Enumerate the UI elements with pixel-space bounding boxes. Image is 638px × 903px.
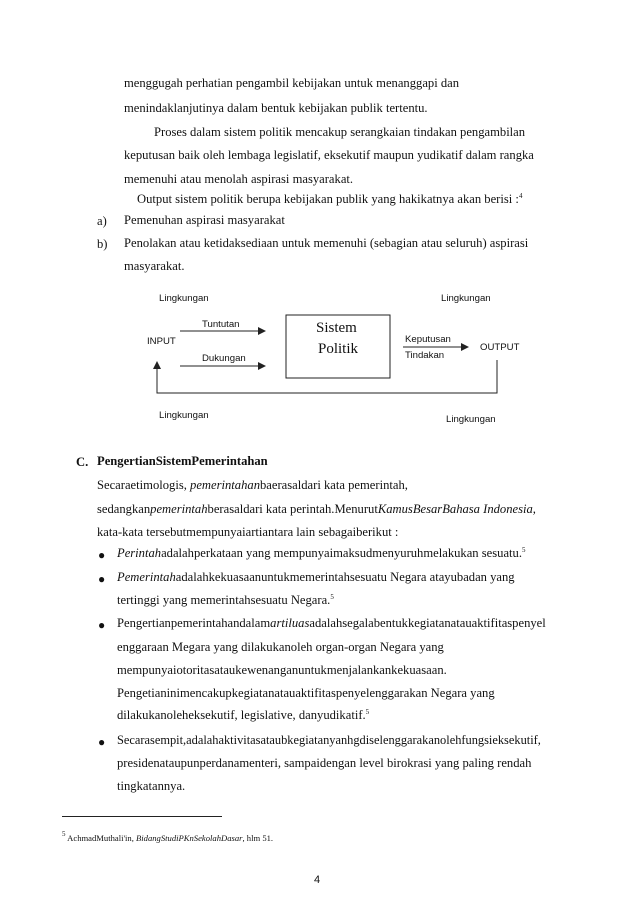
list-marker-b: b) [97, 237, 108, 251]
env-label-bottom-right: Lingkungan [446, 414, 496, 425]
bullet-icon: ● [98, 572, 106, 586]
page-number: 4 [314, 874, 321, 886]
env-label-top-left: Lingkungan [159, 293, 209, 304]
intro-line-5: memenuhi atau menolah aspirasi masyarakat. [124, 172, 354, 186]
intro-line-1: menggugah perhatian pengambil kebijakan untuk menanggapi dan [124, 76, 460, 90]
section-heading: PengertianSistemPemerintahan [97, 454, 268, 468]
intro-line-6: Output sistem politik berupa kebijakan publik yang hakikatnya akan berisi :$^4$ [137, 192, 523, 206]
env-label-bottom-left: Lingkungan [159, 410, 209, 421]
keputusan-label: Keputusan [405, 334, 451, 345]
section-paragraph-line-2: sedangkanpemerintahberasaldari kata perintah.MenurutKamusBesarBahasa Indonesia, [97, 502, 536, 516]
section-paragraph-line-3: kata-kata tersebutmempunyaiartiantara lain sebagaiberikut : [97, 525, 399, 539]
bullet-icon: ● [98, 735, 106, 749]
bullet-icon: ● [98, 618, 106, 632]
footnote-rule [62, 816, 222, 817]
bullet-item-3-line-5: dilakukanoleheksekutif, legislative, danyudikatif.$^5$ [117, 708, 370, 722]
dukungan-label: Dukungan [202, 353, 246, 364]
bullet-item-4-line-2: presidenataupunperdanamenteri, sampaidengan level birokrasi yang paling rendah [117, 756, 532, 770]
section-paragraph-line-1: Secaraetimologis, pemerintahanbaerasaldari kata pemerintah, [97, 478, 408, 492]
tindakan-label: Tindakan [405, 350, 445, 361]
section-marker: C. [76, 455, 89, 469]
list-item-b-line-2: masyarakat. [124, 259, 185, 273]
system-box-title-1: Sistem [316, 320, 357, 336]
bullet-item-4-line-1: Secarasempit,adalahaktivitasataubkegiatanyanhgdiselenggarakanolehfungsieksekutif, [117, 733, 541, 747]
footnote-ref: 4 [518, 192, 523, 200]
input-label: INPUT [147, 336, 176, 347]
bullet-item-3-line-3: mempunyaiotoritasataukewenanganuntukmenjalankankekuasaan. [117, 663, 447, 677]
intro-line-3: Proses dalam sistem politik mencakup serangkaian tindakan pengambilan [154, 125, 526, 139]
output-label: OUTPUT [480, 342, 520, 353]
bullet-item-2-line-1: Pemerintahadalahkekuasaanuntukmemerintahsesuatu Negara atayubadan yang [117, 570, 515, 584]
bullet-icon: ● [98, 548, 106, 562]
env-label-top-right: Lingkungan [441, 293, 491, 304]
list-item-b-line-1: Penolakan atau ketidaksediaan untuk memenuhi (sebagian atau seluruh) aspirasi [124, 236, 529, 250]
bullet-item-1: Perintahadalahperkataan yang mempunyaimaksudmenyuruhmelakukan sesuatu.$^5$ [117, 546, 526, 560]
bullet-item-4-line-3: tingkatannya. [117, 779, 186, 793]
intro-line-4: keputusan baik oleh lembaga legislatif, eksekutif maupun yudikatif dalam rangka [124, 148, 534, 162]
system-box-title-2: Politik [318, 341, 359, 357]
bullet-item-3-line-1: Pengertianpemerintahandalamartiluasadalahsegalabentukkegiatanatauaktifitaspenyel [117, 616, 546, 630]
tuntutan-label: Tuntutan [202, 319, 240, 330]
footnote: $^5$ AchmadMuthali'in, BidangStudiPKnSekolahDasar, hlm 51. [62, 830, 274, 843]
list-item-a: Pemenuhan aspirasi masyarakat [124, 213, 285, 227]
intro-line-2: menindaklanjutinya dalam bentuk kebijakan publik tertentu. [124, 101, 428, 115]
bullet-item-3-line-4: Pengetianinimencakupkegiatanatauaktifitaspenyelenggarakan Negara yang [117, 686, 495, 700]
bullet-item-3-line-2: enggaraan Megara yang dilakukanoleh organ-organ Negara yang [117, 640, 444, 654]
bullet-item-2-line-2: tertinggi yang memerintahsesuatu Negara.$^5$ [117, 593, 334, 607]
list-marker-a: a) [97, 214, 107, 228]
